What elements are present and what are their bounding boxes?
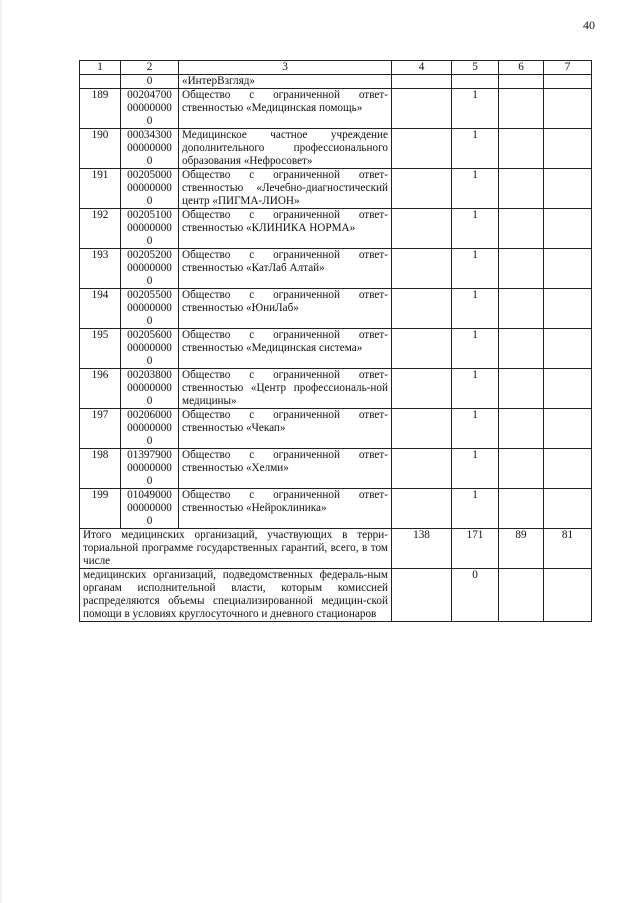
row-code: 01397900 00000000 0 xyxy=(121,449,179,489)
row-col-7 xyxy=(544,75,592,89)
row-col-7 xyxy=(544,409,592,449)
row-col-5: 1 xyxy=(452,249,499,289)
row-col-6 xyxy=(499,489,544,529)
scan-edge xyxy=(0,0,2,903)
row-col-6 xyxy=(499,289,544,329)
row-code: 00205000 00000000 0 xyxy=(121,169,179,209)
row-organization-name: Общество с ограниченной ответ-ственностью «КатЛаб Алтай» xyxy=(179,249,392,289)
row-col-5: 1 xyxy=(452,329,499,369)
row-col-6 xyxy=(499,169,544,209)
row-col-6 xyxy=(499,369,544,409)
row-organization-name: Общество с ограниченной ответ-ственностью «КЛИНИКА НОРМА» xyxy=(179,209,392,249)
row-col-7 xyxy=(544,289,592,329)
header-col-2: 2 xyxy=(121,61,179,75)
row-number: 191 xyxy=(80,169,121,209)
row-col-5: 1 xyxy=(452,369,499,409)
row-number: 194 xyxy=(80,289,121,329)
row-col-4 xyxy=(392,129,452,169)
table-row xyxy=(80,249,592,289)
row-number: 190 xyxy=(80,129,121,169)
row-col-4 xyxy=(392,209,452,249)
header-col-7: 7 xyxy=(544,61,592,75)
federal-label: медицинских организаций, подведомственных федераль-ным органам исполнительной власти, которым комиссией распределяются объемы специализированной медицин-ской помощи в условиях круглосуточного и дневного стационаров xyxy=(80,569,392,622)
table-row xyxy=(80,289,592,329)
row-col-4 xyxy=(392,89,452,129)
row-number: 197 xyxy=(80,409,121,449)
row-organization-name: Общество с ограниченной ответ-ственностью «Хелми» xyxy=(179,449,392,489)
row-col-7 xyxy=(544,449,592,489)
row-col-7 xyxy=(544,329,592,369)
row-col-6 xyxy=(499,409,544,449)
row-number: 193 xyxy=(80,249,121,289)
row-code: 00205600 00000000 0 xyxy=(121,329,179,369)
table-row xyxy=(80,369,592,409)
row-col-5: 1 xyxy=(452,129,499,169)
row-col-5 xyxy=(452,75,499,89)
row-code: 00203800 00000000 0 xyxy=(121,369,179,409)
row-organization-name: «ИнтерВзгляд» xyxy=(179,75,392,89)
header-row xyxy=(80,61,592,75)
row-col-7 xyxy=(544,209,592,249)
federal-row xyxy=(80,569,592,622)
row-col-4 xyxy=(392,369,452,409)
table-row xyxy=(80,449,592,489)
row-organization-name: Общество с ограниченной ответ-ственностью «Нейроклиника» xyxy=(179,489,392,529)
total-col-5: 171 xyxy=(452,529,499,569)
total-row xyxy=(80,529,592,569)
row-col-6 xyxy=(499,75,544,89)
row-organization-name: Общество с ограниченной ответ-ственностью «Медицинская помощь» xyxy=(179,89,392,129)
table-row-continuation xyxy=(80,75,592,89)
row-col-6 xyxy=(499,129,544,169)
row-code: 00206000 00000000 0 xyxy=(121,409,179,449)
table-row xyxy=(80,489,592,529)
header-col-4: 4 xyxy=(392,61,452,75)
total-col-7: 81 xyxy=(544,529,592,569)
table-row xyxy=(80,409,592,449)
total-col-6: 89 xyxy=(499,529,544,569)
row-col-7 xyxy=(544,249,592,289)
table-row xyxy=(80,169,592,209)
row-col-6 xyxy=(499,249,544,289)
row-col-7 xyxy=(544,129,592,169)
row-col-5: 1 xyxy=(452,449,499,489)
row-organization-name: Медицинское частное учреждение дополнительного профессионального образования «Нефросовет» xyxy=(179,129,392,169)
row-col-6 xyxy=(499,449,544,489)
row-code: 00204700 00000000 0 xyxy=(121,89,179,129)
row-col-4 xyxy=(392,249,452,289)
total-label: Итого медицинских организаций, участвующих в терри-ториальной программе государственных гарантий, всего, в том числе xyxy=(80,529,392,569)
row-organization-name: Общество с ограниченной ответ-ственностью «Чекап» xyxy=(179,409,392,449)
row-col-7 xyxy=(544,169,592,209)
row-number: 198 xyxy=(80,449,121,489)
header-col-5: 5 xyxy=(452,61,499,75)
row-col-5: 1 xyxy=(452,489,499,529)
row-col-6 xyxy=(499,89,544,129)
row-col-7 xyxy=(544,89,592,129)
row-number: 195 xyxy=(80,329,121,369)
row-col-5: 1 xyxy=(452,409,499,449)
row-code: 00205100 00000000 0 xyxy=(121,209,179,249)
row-col-4 xyxy=(392,409,452,449)
row-number: 196 xyxy=(80,369,121,409)
table-row xyxy=(80,209,592,249)
row-col-4 xyxy=(392,449,452,489)
page-number: 40 xyxy=(583,18,595,32)
federal-col-7 xyxy=(544,569,592,622)
row-number: 189 xyxy=(80,89,121,129)
row-organization-name: Общество с ограниченной ответ-ственностью «Медицинская система» xyxy=(179,329,392,369)
table-row xyxy=(80,329,592,369)
total-col-4: 138 xyxy=(392,529,452,569)
row-code: 00205200 00000000 0 xyxy=(121,249,179,289)
row-col-6 xyxy=(499,329,544,369)
federal-col-6 xyxy=(499,569,544,622)
header-col-1: 1 xyxy=(80,61,121,75)
row-col-5: 1 xyxy=(452,89,499,129)
row-col-4 xyxy=(392,489,452,529)
row-code: 01049000 00000000 0 xyxy=(121,489,179,529)
federal-col-5: 0 xyxy=(452,569,499,622)
row-col-6 xyxy=(499,209,544,249)
organizations-table xyxy=(79,60,592,622)
row-col-7 xyxy=(544,489,592,529)
row-col-7 xyxy=(544,369,592,409)
header-col-6: 6 xyxy=(499,61,544,75)
row-number: 192 xyxy=(80,209,121,249)
row-col-5: 1 xyxy=(452,169,499,209)
row-code: 00205500 00000000 0 xyxy=(121,289,179,329)
table-row xyxy=(80,89,592,129)
row-col-5: 1 xyxy=(452,209,499,249)
row-col-4 xyxy=(392,75,452,89)
row-organization-name: Общество с ограниченной ответ-ственностью «Центр профессиональ-ной медицины» xyxy=(179,369,392,409)
row-code: 0 xyxy=(121,75,179,89)
header-col-3: 3 xyxy=(179,61,392,75)
row-col-4 xyxy=(392,329,452,369)
row-organization-name: Общество с ограниченной ответ-ственностью «Лечебно-диагностический центр «ПИГМА-ЛИОН» xyxy=(179,169,392,209)
row-organization-name: Общество с ограниченной ответ-ственностью «ЮниЛаб» xyxy=(179,289,392,329)
row-col-4 xyxy=(392,169,452,209)
row-col-5: 1 xyxy=(452,289,499,329)
table-row xyxy=(80,129,592,169)
row-number xyxy=(80,75,121,89)
row-code: 00034300 00000000 0 xyxy=(121,129,179,169)
federal-col-4 xyxy=(392,569,452,622)
row-col-4 xyxy=(392,289,452,329)
row-number: 199 xyxy=(80,489,121,529)
